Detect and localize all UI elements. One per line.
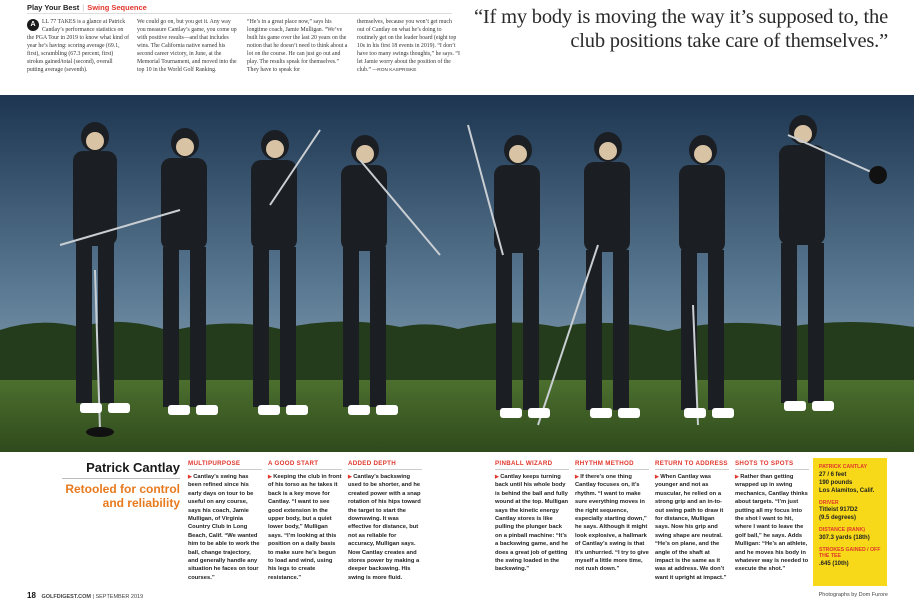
triangle-icon: ▶ <box>268 474 274 480</box>
sidebar-text: If there’s one thing Cantlay focuses on, it’s rhythm. “I want to make sure everything moves in the right sequence, especially starting down,” he says. Although it might look explosive, a hallmark of Cantlay’s swing is that it’s unhurried. “I try to give myself a little more time, not rush down.” <box>575 474 649 573</box>
triangle-icon: ▶ <box>655 474 661 480</box>
swing-photo-right <box>458 95 914 452</box>
triangle-icon: ▶ <box>735 474 741 480</box>
stats-driver-1: Titleist 917D2 <box>819 507 858 513</box>
sidebar-good-start <box>268 460 342 582</box>
section-title: Play Your Best <box>27 3 80 12</box>
sidebar-text: Keeping the club in front of his torso as he takes it back is a key move for Cantlay. “I want to see good extension in the upper body, but a quiet lower body,” Mulligan says. “I’m looking at this position on a daily basis to make sure he’s begun to load and wind, using his legs to create resistance.” <box>268 474 342 581</box>
intro-column-4 <box>357 18 460 75</box>
sidebar-rhythm-method <box>575 460 649 574</box>
triangle-icon: ▶ <box>575 474 581 480</box>
subsection-title: Swing Sequence <box>87 3 147 12</box>
byline: —RON KASPRISKE <box>372 68 417 73</box>
header-separator: | <box>82 3 85 12</box>
stats-driver-label: DRIVER <box>819 499 839 506</box>
sidebar-shots-to-spots <box>735 460 809 574</box>
sidebar-heading: PINBALL WIZARD <box>495 460 569 470</box>
page-number: 18 <box>27 591 36 600</box>
dropcap: A <box>27 19 39 31</box>
stats-bio-1: 27 / 6 feet <box>819 471 847 478</box>
intro-text-1: LL 77 TAKES is a glance at Patrick Cantlay’s performance statistics on the PGA Tour in 2019 to know what kind of year he’s having: scoring average (69.1, first), scrambling (67.3 percent, first) strokes gained/total (second), overall putting average (seventh). <box>27 19 130 73</box>
player-name: Patrick Cantlay <box>86 460 180 475</box>
stats-sg: .645 (10th) <box>819 560 849 567</box>
sidebar-pinball-wizard <box>495 460 569 574</box>
swing-photo-left <box>0 95 458 452</box>
sidebar-text: Cantlay keeps turning back until his whole body is behind the ball and fully wound at the top. Mulligan says the kinetic energy Cantlay stores is like pulling the plunger back on a pinball machine: “It’s a backswing game, and he does a great job of getting the swing loaded in the backswing.” <box>495 474 569 573</box>
footer-separator: | <box>92 594 96 600</box>
stats-distance-label: DISTANCE (RANK) <box>819 527 866 533</box>
sidebar-text: Cantlay’s backswing used to be shorter, and he created power with a snap rotation of his hips toward the target to start the downswing. It was effective for distance, but not as reliable for accuracy, Mulligan says. Now Cantlay creates and stores power by making a deeper backswing. His swing is more fluid. <box>348 474 421 581</box>
stats-sg-label: STROKES GAINED / OFF THE TEE <box>819 546 881 559</box>
header-rule <box>27 13 452 14</box>
stats-bio-2: 190 pounds <box>819 479 853 486</box>
sidebar-text: Rather than getting wrapped up in swing mechanics, Cantlay thinks about targets. “I’m just putting all my focus into the shot I want to hit, where I want to leave the golf ball,” he says. Adds Mulligan: “He’s an athlete, and he moves his body in whatever way is needed to execute the shot.” <box>735 474 809 573</box>
stats-box <box>813 458 887 586</box>
intro-column-2: We could go on, but you get it. Any way you measure Cantlay’s game, you come up with positive results—and that includes wins. The California native earned his second career victory, in June, at the Memorial Tournament, and moved into the top 10 in the World Golf Ranking. <box>137 19 237 73</box>
footer-site: GOLFDIGEST.COM <box>41 594 91 600</box>
swing-sequence-image-left <box>0 95 458 452</box>
sidebar-text: Cantlay’s swing has been refined since his early days on tour to be useful on any course, says his coach, Jamie Mulligan, of Virginia Country Club in Long Beach, Calif. “We wanted him to be able to work the ball, change trajectory, and generally handle any situation he faces on tour courses.” <box>188 474 260 581</box>
sidebar-heading: RETURN TO ADDRESS <box>655 460 729 470</box>
triangle-icon: ▶ <box>495 474 501 480</box>
stats-name-label: PATRICK CANTLAY <box>819 464 868 470</box>
photo-credit: Photographs by Dom Furore <box>818 592 888 598</box>
intro-column-3: “He’s in a great place now,” says his longtime coach, Jamie Mulligan. “We’ve built his game over the last 20 years on the notion that he doesn’t need to think about a lot on the course. He can just go out and play. The results speak for themselves.” They have to speak for <box>247 19 348 73</box>
stats-distance: 307.3 yards (18th) <box>819 534 870 541</box>
triangle-icon: ▶ <box>188 474 194 480</box>
sidebar-multipurpose <box>188 460 262 582</box>
sidebar-heading: MULTIPURPOSE <box>188 460 262 470</box>
name-rule <box>62 478 180 479</box>
player-subtitle: Retooled for control and reliability <box>65 482 180 510</box>
stats-bio-3: Los Alamitos, Calif. <box>819 487 875 494</box>
pull-quote: “If my body is moving the way it’s supposed to, the club positions take care of themselves.” <box>474 6 888 52</box>
sidebar-heading: ADDED DEPTH <box>348 460 422 470</box>
sidebar-heading: RHYTHM METHOD <box>575 460 649 470</box>
sidebar-return-to-address <box>655 460 729 582</box>
intro-column-1 <box>27 18 130 74</box>
swing-sequence-image-right <box>458 95 914 452</box>
sidebar-text: When Cantlay was younger and not as muscular, he relied on a strong grip and an in-to-out swing path to draw it for distance, Mulligan says. Now his grip and swing shape are neutral. “He’s on plane, and the angle of the shaft at impact is the same as it was at address. We don’t want it upright at impact.” <box>655 474 727 581</box>
triangle-icon: ▶ <box>348 474 354 480</box>
stats-driver-2: (9.5 degrees) <box>819 515 857 521</box>
intro-text-4: themselves, because you won’t get much out of Cantlay on what he’s doing to routinely get on the leader board (eight top 10s in his first 18 events in 2019). “I don’t have too many swings thoughts,” he says. “I let Jamie worry about the position of the club.” <box>357 19 460 73</box>
sidebar-added-depth <box>348 460 422 582</box>
footer-issue: SEPTEMBER 2019 <box>95 594 144 600</box>
sidebar-heading: A GOOD START <box>268 460 342 470</box>
section-header <box>27 3 147 12</box>
page-footer <box>27 591 143 600</box>
sidebar-heading: SHOTS TO SPOTS <box>735 460 809 470</box>
